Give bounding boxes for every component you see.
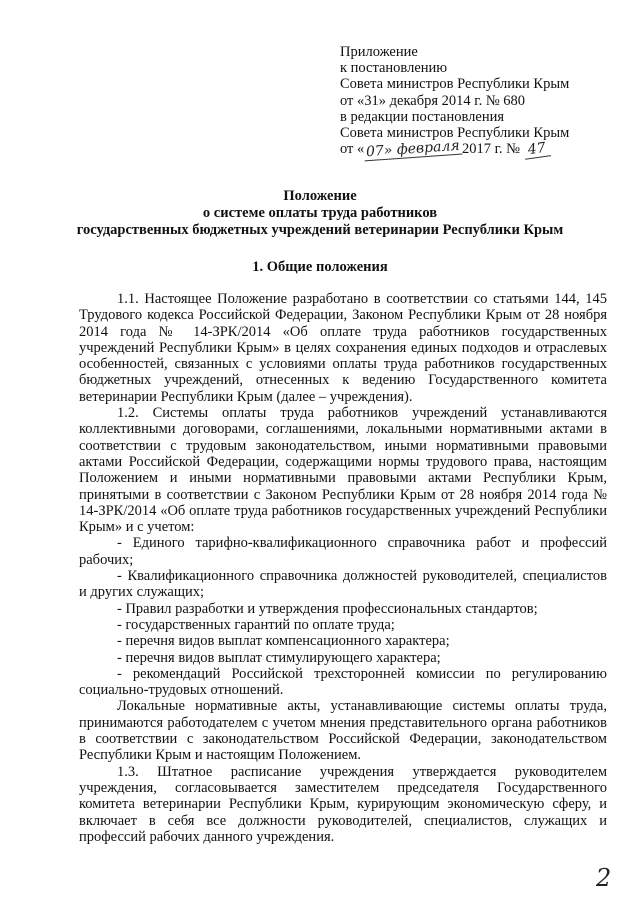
list-item: - рекомендаций Российской трехсторонней комиссии по регулированию социально-трудовых отношений.: [79, 665, 607, 699]
document-title: [0, 188, 640, 239]
appendix-line: от «31» декабря 2014 г. № 680: [340, 92, 526, 109]
paragraph-local-acts: Локальные нормативные акты, устанавливающие системы оплаты труда, принимаются работодателем с учетом мнения представительного органа работников в соответствии с законодательством Российской Федерации, законодательством Республики Крым и настоящим Положением.: [79, 698, 607, 764]
paragraph-1-1: 1.1. Настоящее Положение разработано в соответствии со статьями 144, 145 Трудового кодекса Российской Федерации, Законом Республики Крым от 28 ноября 2014 года № 14-ЗРК/2014 «Об оплате труда работников государственных учреждений Республики Крым» в целях сохранения единых подходов и отраслевых особенностей, связанных с условиями оплаты труда работников государственных бюджетных учреждений, отнесенных к ведению Государственного комитета ветеринарии Республики Крым (далее – учреждения).: [79, 291, 607, 405]
title-line-2: о системе оплаты труда работников: [202, 205, 438, 221]
paragraph-1-2: 1.2. Системы оплаты труда работников учреждений устанавливаются коллективными договорами, соглашениями, локальными нормативными актами в соответствии с трудовым законодательством, иными нормативными правовыми актами Российской Федерации, содержащими нормы трудового права, настоящим Положением и иными нормативными правовыми актами Республики Крым, принятыми в соответствии с Законом Республики Крым от 28 ноября 2014 года № 14-ЗРК/2014 «Об оплате труда работников государственных учреждений Республики Крым» и с учетом:: [79, 405, 607, 536]
title-line-1: Положение: [283, 188, 357, 204]
list-item: - перечня видов выплат компенсационного характера;: [117, 633, 450, 650]
list-item: - Квалификационного справочника должностей руководителей, специалистов и других служащих;: [79, 568, 607, 601]
list-item: - Единого тарифно-квалификационного справочника работ и профессий рабочих;: [79, 535, 607, 568]
list-item: - перечня видов выплат стимулирующего характера;: [117, 649, 441, 666]
list-item: - Правил разработки и утверждения профессиональных стандартов;: [117, 600, 538, 617]
handwritten-date: 07» февраля: [364, 138, 463, 162]
appendix-line: к постановлению: [340, 60, 448, 77]
title-line-3: государственных бюджетных учреждений ветеринарии Республики Крым: [76, 222, 564, 238]
handwritten-number: 47: [523, 140, 551, 161]
appendix-line: Совета министров Республики Крым: [340, 76, 570, 93]
appendix-line: Совета министров Республики Крым: [340, 125, 570, 142]
paragraph-1-3: 1.3. Штатное расписание учреждения утверждается руководителем учреждения, согласовывается заместителем председателя Государственного комитета ветеринарии Республики Крым, курирующим экономическую сферу, и включает в себя все должности руководителей, специалистов, служащих и профессий рабочих данного учреждения.: [79, 763, 607, 845]
appendix-line: в редакции постановления: [340, 108, 505, 125]
appendix-prefix: от «: [340, 141, 365, 158]
appendix-last-line: [340, 137, 630, 161]
appendix-block: [340, 44, 630, 161]
document-body: [79, 291, 607, 845]
page-number: 2: [596, 864, 612, 892]
section-heading: 1. Общие положения: [252, 259, 388, 275]
list-item: - государственных гарантий по оплате труда;: [117, 616, 395, 633]
appendix-line: Приложение: [340, 44, 418, 60]
appendix-mid: 2017 г. №: [462, 141, 521, 158]
